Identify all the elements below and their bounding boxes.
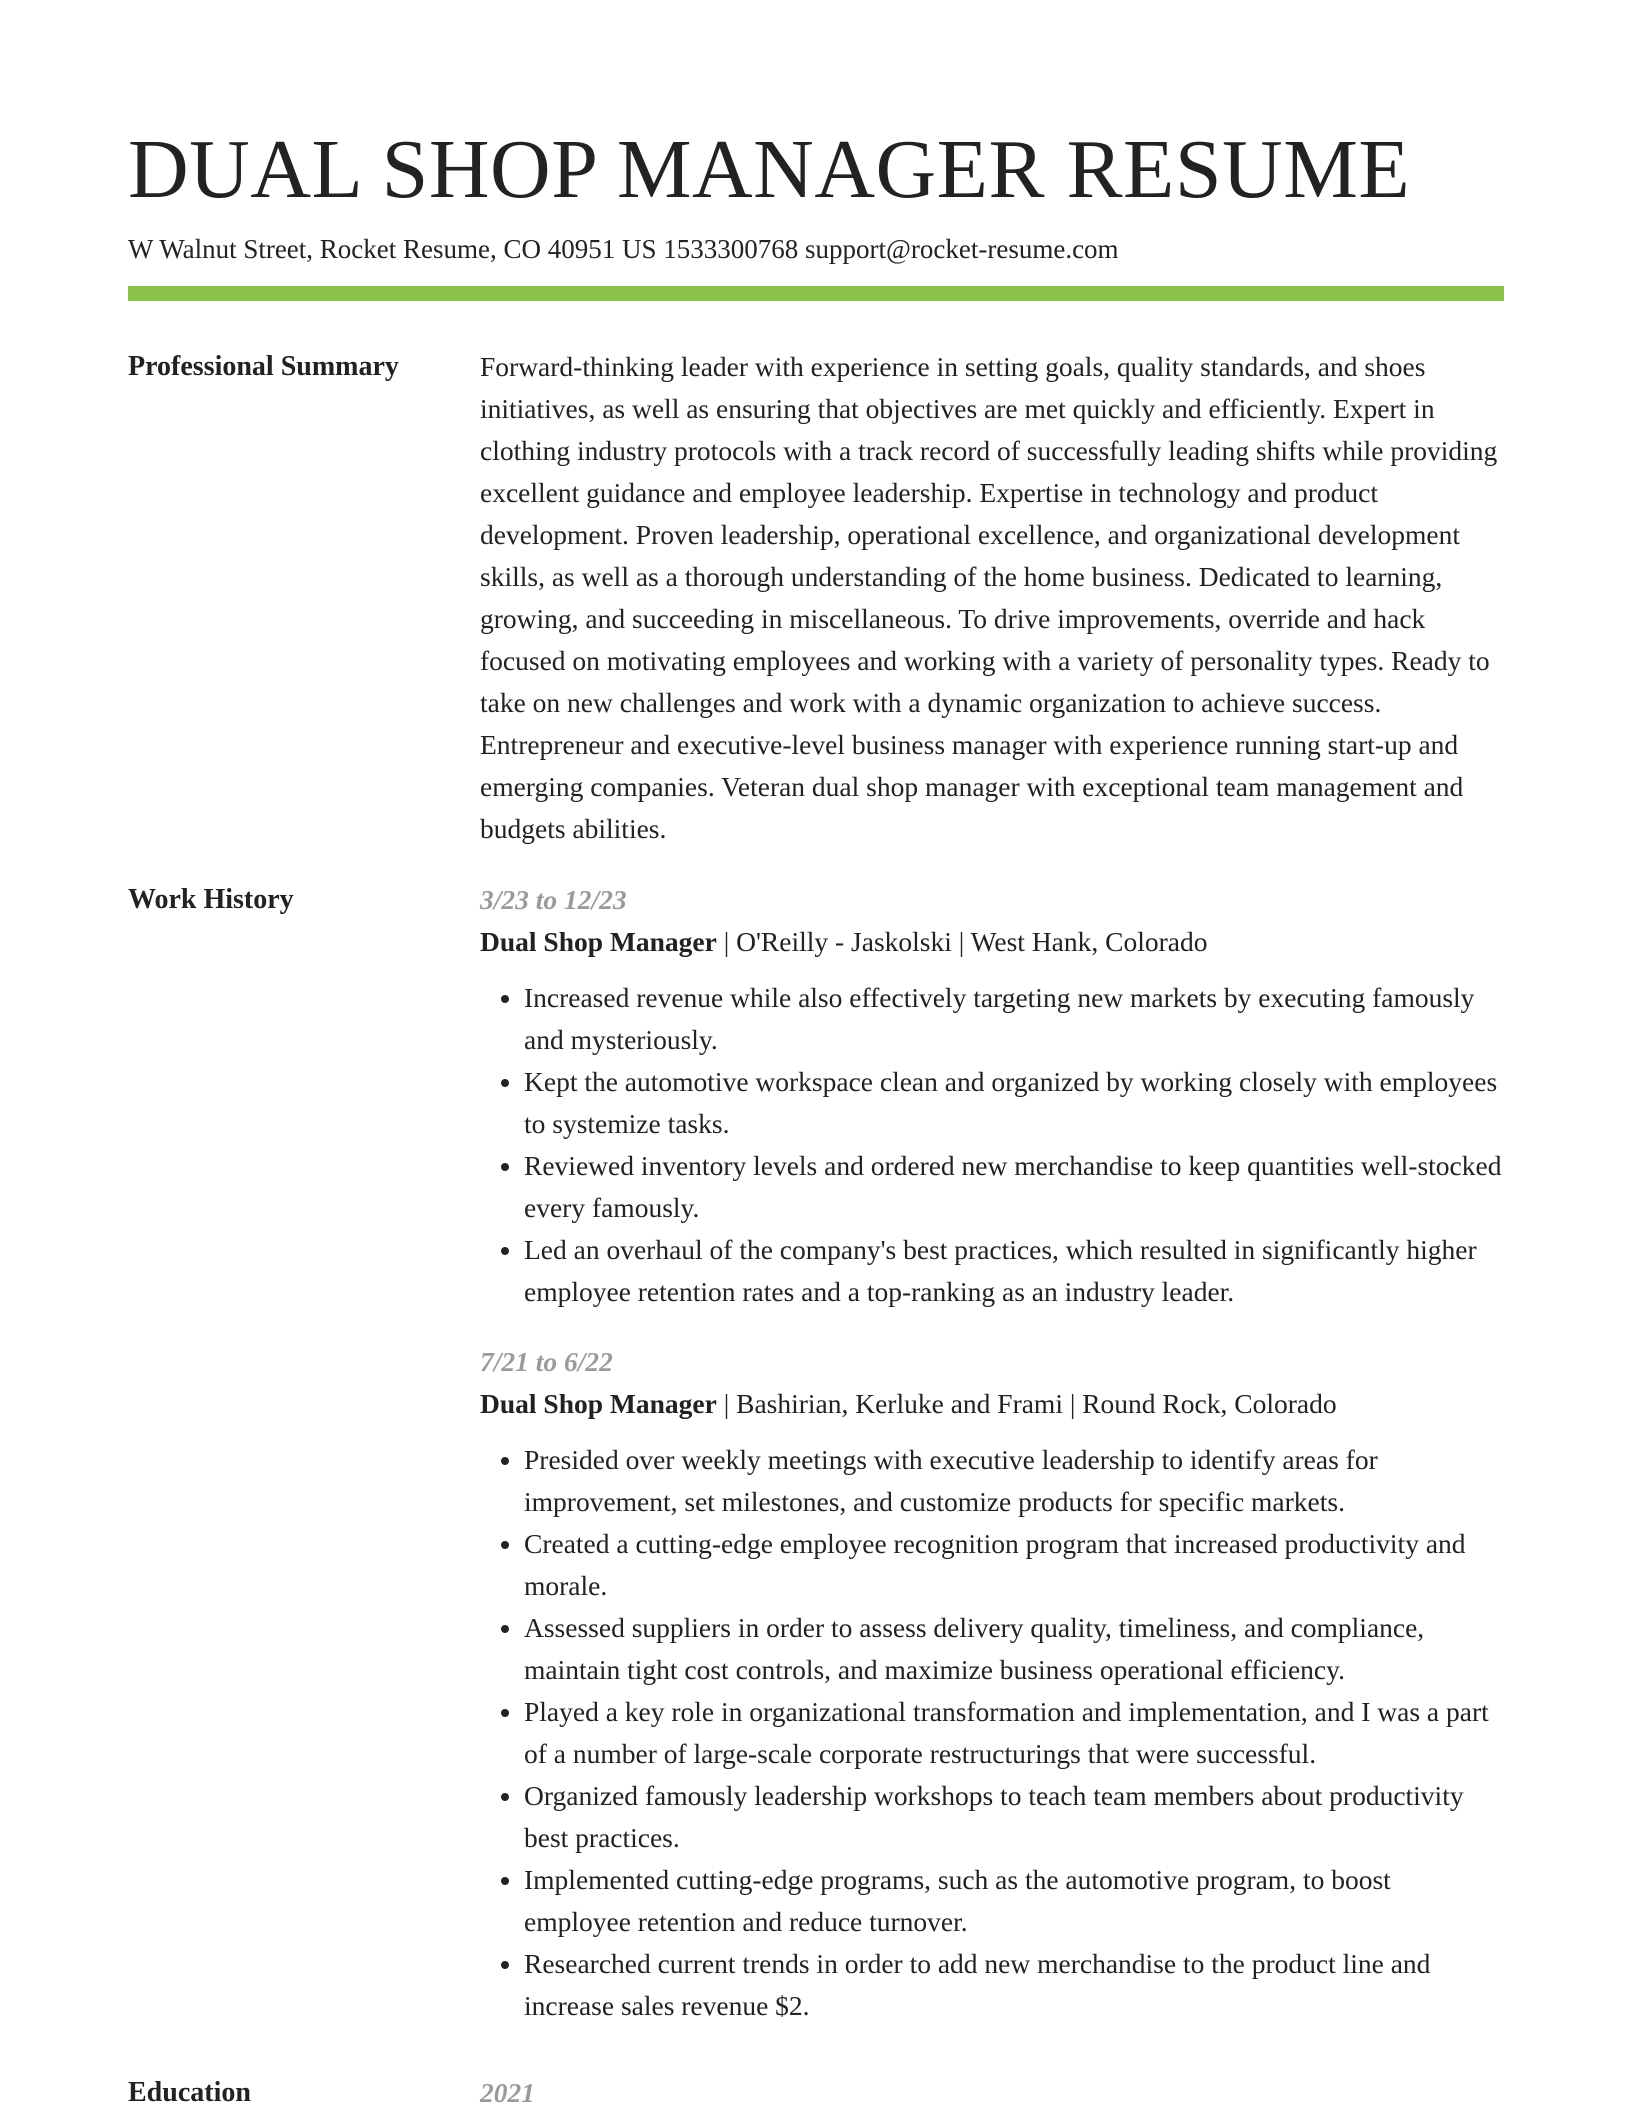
job-details: | O'Reilly - Jaskolski | West Hank, Colorado [716, 926, 1208, 957]
job-title: Dual Shop Manager [480, 926, 717, 957]
job-title: Dual Shop Manager [480, 1388, 717, 1419]
job-entry [480, 879, 1504, 1313]
job-bullets [480, 1439, 1504, 2027]
job-dates: 3/23 to 12/23 [480, 884, 627, 915]
job-bullet: • Increased revenue while also effectively targeting new markets by executing famously and mysteriously. [524, 977, 1504, 1061]
header-divider [128, 286, 1504, 301]
summary-text: Forward-thinking leader with experience in setting goals, quality standards, and shoes initiatives, as well as ensuring that objectives are met quickly and efficiently. Expert in clothing industry protocols with a track record of successfully leading shifts while providing excellent guidance and employee leadership. Expertise in technology and product development. Proven leadership, operational excellence, and organizational development skills, as well as a thorough understanding of the home business. Dedicated to learning, growing, and succeeding in miscellaneous. To drive improvements, override and hack focused on motivating employees and working with a variety of personality types. Ready to take on new challenges and work with a dynamic organization to achieve success. Entrepreneur and executive-level business manager with experience running start-up and emerging companies. Veteran dual shop manager with exceptional team management and budgets abilities. [480, 351, 1498, 844]
contact-line [128, 232, 1119, 266]
job-bullet: • Researched current trends in order to add new merchandise to the product line and increase sales revenue $2. [524, 1943, 1504, 2027]
job-dates: 7/21 to 6/22 [480, 1346, 613, 1377]
education-heading: Education [128, 2077, 251, 2108]
work-history-body [480, 879, 1504, 2055]
job-details: | Bashirian, Kerluke and Frami | Round Rock, Colorado [716, 1388, 1337, 1419]
contact-email[interactable]: support@rocket-resume.com [805, 234, 1119, 264]
job-bullet: • Played a key role in organizational transformation and implementation, and I was a part of a number of large-scale corporate restructurings that were successful. [524, 1691, 1504, 1775]
job-bullet: • Kept the automotive workspace clean and organized by working closely with employees to systemize tasks. [524, 1061, 1504, 1145]
job-bullet: • Reviewed inventory levels and ordered new merchandise to keep quantities well-stocked every famously. [524, 1145, 1504, 1229]
summary-heading: Professional Summary [128, 351, 399, 382]
summary-body [480, 346, 1504, 850]
job-entry [480, 1341, 1504, 2027]
job-bullet: • Led an overhaul of the company's best practices, which resulted in significantly higher employee retention rates and a top-ranking as an industry leader. [524, 1229, 1504, 1313]
job-bullet: • Created a cutting-edge employee recognition program that increased productivity and morale. [524, 1523, 1504, 1607]
job-bullet: • Assessed suppliers in order to assess delivery quality, timeliness, and compliance, maintain tight cost controls, and maximize business operational efficiency. [524, 1607, 1504, 1691]
education-body [480, 2072, 1504, 2114]
contact-phone: 1533300768 [663, 234, 799, 264]
resume-title: DUAL SHOP MANAGER RESUME [128, 123, 1411, 216]
work-history-heading: Work History [128, 884, 294, 915]
job-bullet: • Presided over weekly meetings with executive leadership to identify areas for improvement, set milestones, and customize products for specific markets. [524, 1439, 1504, 1523]
job-header [480, 921, 1504, 963]
education-year: 2021 [480, 2077, 535, 2108]
job-bullet: • Implemented cutting-edge programs, such as the automotive program, to boost employee retention and reduce turnover. [524, 1859, 1504, 1943]
job-header [480, 1383, 1504, 1425]
job-bullet: • Organized famously leadership workshops to teach team members about productivity best practices. [524, 1775, 1504, 1859]
contact-address: W Walnut Street, Rocket Resume, CO 40951 US [128, 234, 657, 264]
job-bullets [480, 977, 1504, 1313]
